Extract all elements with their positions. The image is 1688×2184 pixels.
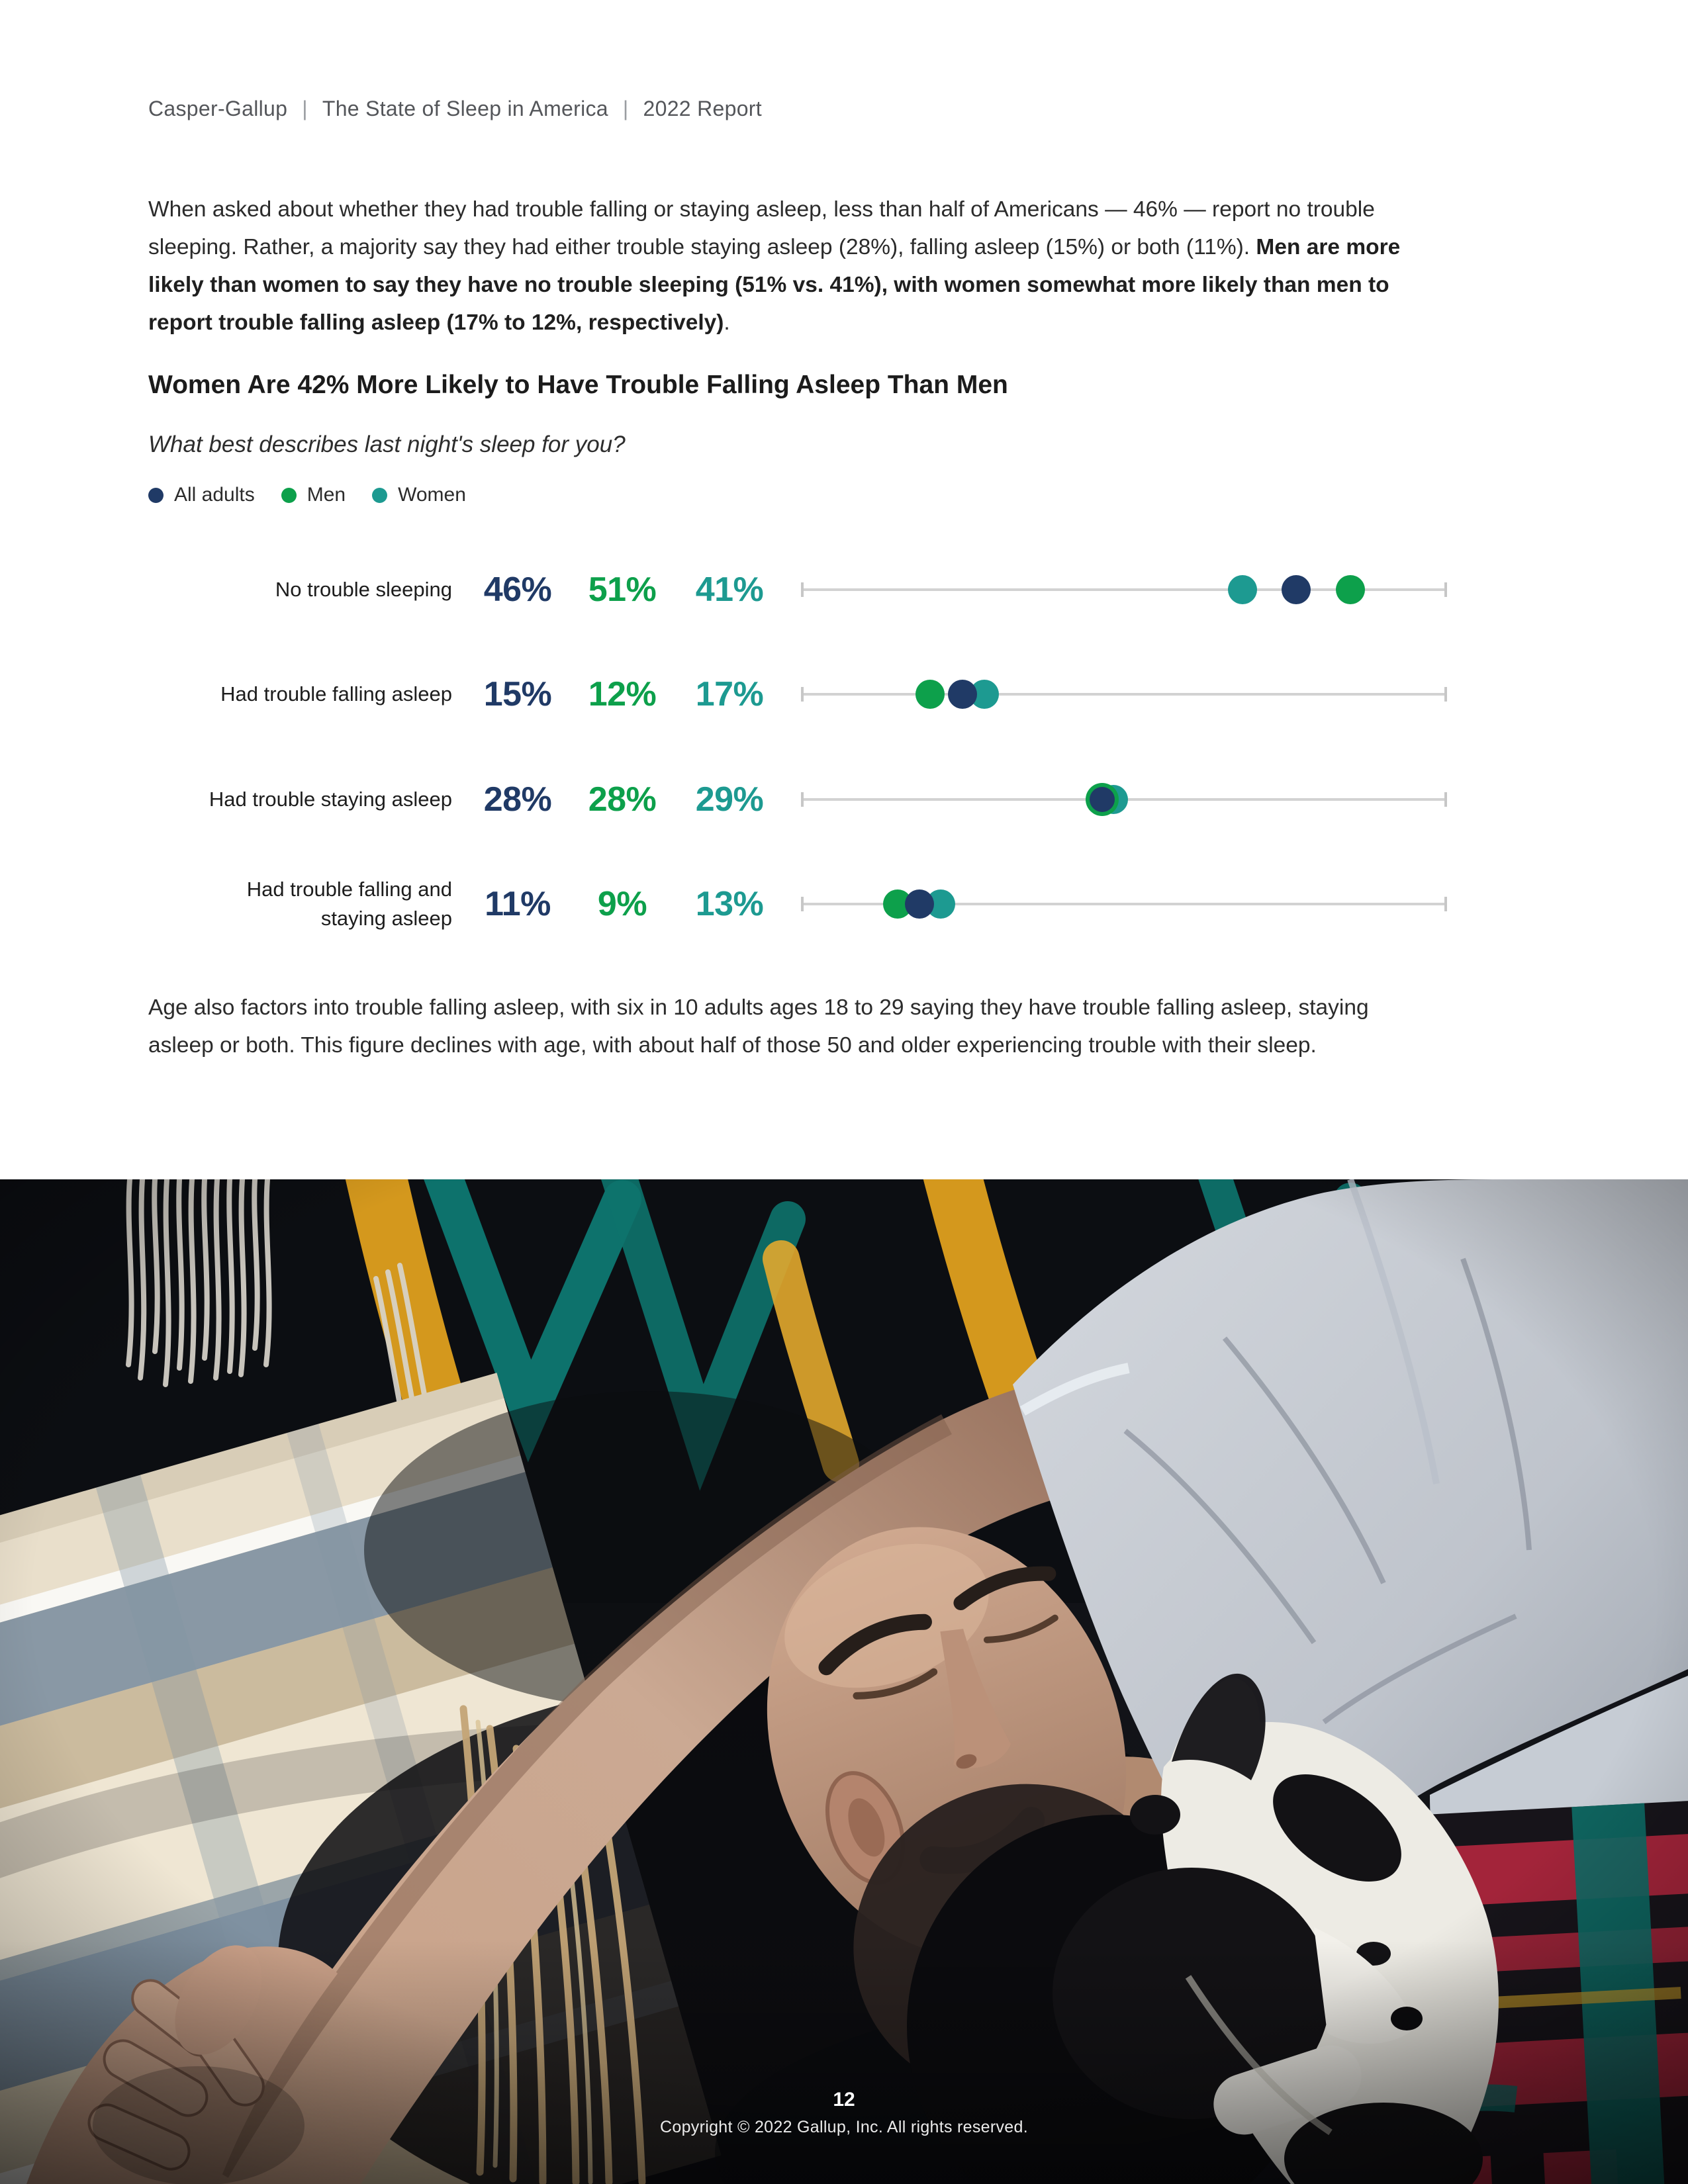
data-dot-all xyxy=(948,680,977,709)
page-header xyxy=(148,97,762,121)
percent-all-adults: 28% xyxy=(483,780,552,819)
intro-text-end: . xyxy=(724,310,730,335)
percent-men: 12% xyxy=(588,675,657,713)
percent-women: 29% xyxy=(695,780,764,819)
legend-label-men: Men xyxy=(306,484,346,506)
dot-track xyxy=(801,651,1447,738)
axis-line xyxy=(801,693,1447,696)
row-label xyxy=(99,756,452,843)
header-report: 2022 Report xyxy=(643,97,762,120)
sleep-photo xyxy=(0,1179,1688,2184)
intro-text: When asked about whether they had trouble falling or staying asleep, less than half of Americans — 46% — report no trouble sleeping. Rather, a majority say they had either trouble staying asleep (28%), falling asleep (15%) or both (11%). xyxy=(148,197,1375,259)
dot-track xyxy=(801,756,1447,843)
chart-row xyxy=(0,651,1688,738)
header-title: The State of Sleep in America xyxy=(322,97,608,120)
chart-title: Women Are 42% More Likely to Have Trouble Falling Asleep Than Men xyxy=(148,371,1008,399)
percent-all-adults: 11% xyxy=(485,885,551,923)
chart-row xyxy=(0,756,1688,843)
data-dot-all xyxy=(1090,787,1115,812)
percent-women: 13% xyxy=(695,885,764,923)
intro-text-bold: Men are more likely than women to say they have no trouble sleeping (51% vs. 41%), with women somewhat more likely than men to report trouble falling asleep (17% to 12%, respectively) xyxy=(148,235,1401,335)
dot-track xyxy=(801,546,1447,633)
age-paragraph: Age also factors into trouble falling asleep, with six in 10 adults ages 18 to 29 saying they have trouble falling asleep, staying asleep or both. This figure declines with age, with about half of those 50 and older experiencing trouble with their sleep. xyxy=(148,995,1369,1058)
legend-label-all-adults: All adults xyxy=(174,484,255,506)
legend-item-all-adults xyxy=(148,484,255,506)
row-label xyxy=(99,651,452,738)
legend-dot-all-adults-icon xyxy=(148,488,164,503)
sleep-photo-illustration xyxy=(0,1179,1688,2184)
row-label xyxy=(99,546,452,633)
dot-track xyxy=(801,860,1447,948)
percent-all-adults: 46% xyxy=(483,570,552,609)
legend-dot-men-icon xyxy=(281,488,297,503)
legend-label-women: Women xyxy=(398,484,466,506)
percent-women: 17% xyxy=(695,675,764,713)
data-dot-women xyxy=(1228,575,1257,604)
chart-row xyxy=(0,546,1688,633)
chart-subtitle: What best describes last night's sleep for you? xyxy=(148,432,626,457)
chart-legend xyxy=(148,484,466,506)
header-brand: Casper-Gallup xyxy=(148,97,288,120)
header-separator: | xyxy=(622,97,629,120)
page-number: 12 xyxy=(833,2089,855,2111)
row-label-line: No trouble sleeping xyxy=(275,578,452,601)
data-dot-men xyxy=(915,680,945,709)
percent-women: 41% xyxy=(695,570,764,609)
intro-paragraph xyxy=(148,191,1426,341)
row-label-line: staying asleep xyxy=(320,907,452,930)
chart-row xyxy=(0,860,1688,948)
percent-men: 51% xyxy=(588,570,657,609)
header-separator: | xyxy=(302,97,308,120)
legend-item-men xyxy=(281,484,346,506)
legend-item-women xyxy=(372,484,466,506)
data-dot-men xyxy=(1336,575,1365,604)
legend-dot-women-icon xyxy=(372,488,387,503)
percent-men: 9% xyxy=(597,885,647,923)
row-label xyxy=(99,860,452,948)
percent-men: 28% xyxy=(588,780,657,819)
percent-all-adults: 15% xyxy=(483,675,552,713)
row-label-line: Had trouble falling and xyxy=(246,878,452,901)
row-label-line: Had trouble falling asleep xyxy=(220,682,452,705)
data-dot-all xyxy=(1282,575,1311,604)
data-dot-all xyxy=(905,889,934,919)
copyright-text: Copyright © 2022 Gallup, Inc. All rights reserved. xyxy=(660,2118,1028,2136)
row-label-line: Had trouble staying asleep xyxy=(209,788,452,811)
